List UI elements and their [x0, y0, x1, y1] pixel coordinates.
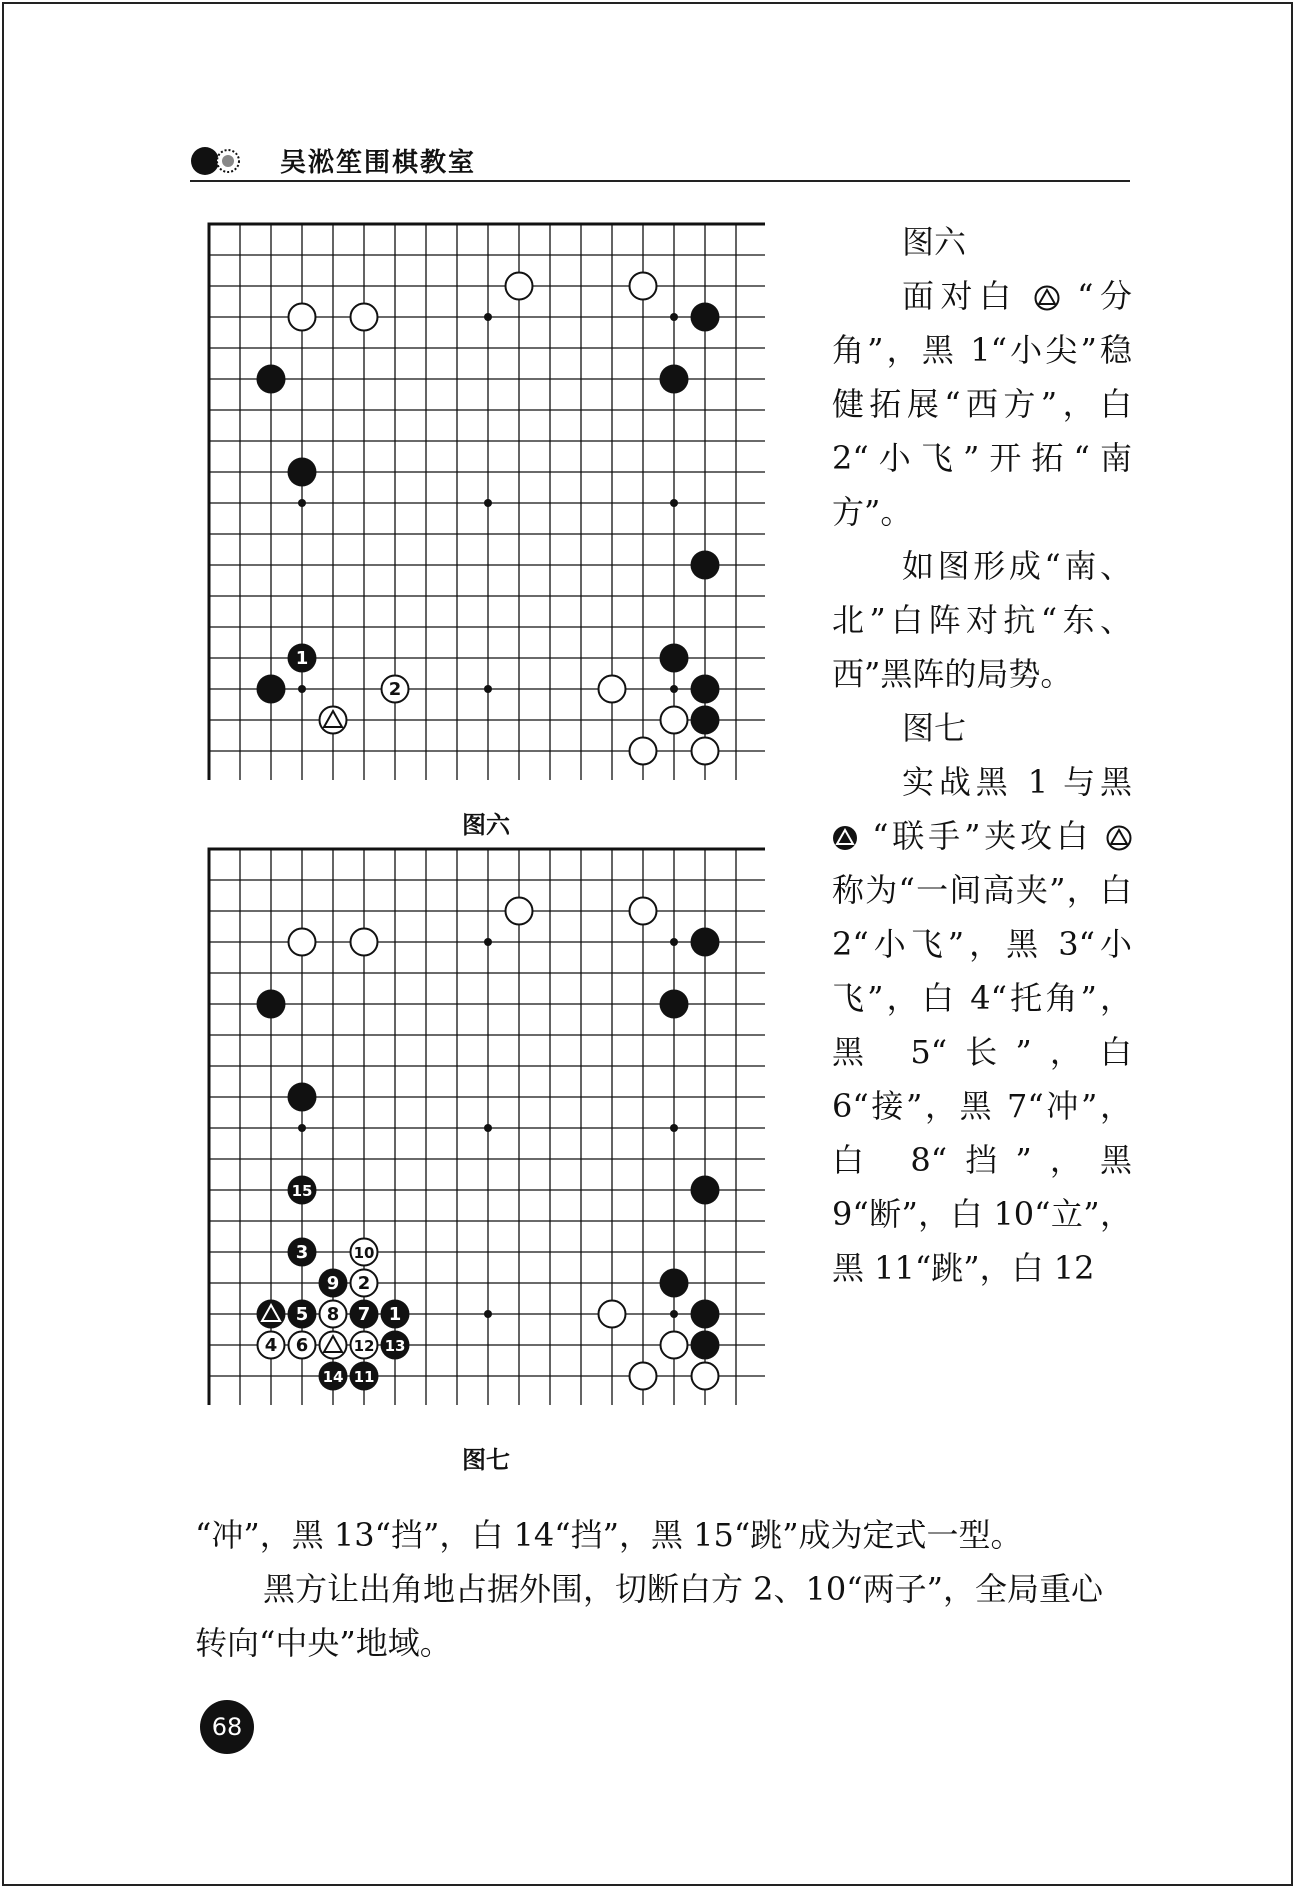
- fig6-white-stone: [351, 304, 378, 331]
- fig6-heading: 图六: [902, 223, 967, 261]
- fig7-black-stone: [288, 1238, 317, 1267]
- fig7-black-stone: [350, 1300, 379, 1329]
- fig7-black-stone: [257, 990, 286, 1019]
- fig7-move-number: 9: [326, 1273, 340, 1294]
- fig7-move-number: 7: [357, 1304, 371, 1325]
- fig7-text-mid: “联手”夹攻白: [872, 817, 1092, 855]
- white-triangle-stone-icon: [1034, 285, 1060, 311]
- fig7-move-number: 14: [322, 1368, 344, 1386]
- fig7-text-start: 实战黑 1 与黑: [902, 763, 1132, 801]
- running-header: [190, 140, 1130, 182]
- fig7-black-stone: [288, 1083, 317, 1112]
- book-title: 吴淞笙围棋教室: [280, 148, 477, 178]
- fig6-star-point: [298, 499, 306, 507]
- fig6-star-point: [484, 499, 492, 507]
- fig7-black-stone: [288, 1176, 317, 1205]
- fig6-white-stone: [320, 707, 347, 734]
- figure7-board: [205, 845, 765, 1405]
- fig7-star-point: [484, 1124, 492, 1132]
- fig7-white-stone: [351, 929, 378, 956]
- fig6-white-stone: [661, 707, 688, 734]
- fig7-white-stone: [351, 1332, 378, 1359]
- bottom-commentary: [195, 1508, 1130, 1670]
- fig7-star-point: [670, 1124, 678, 1132]
- fig7-white-stone: [630, 898, 657, 925]
- fig7-black-stone: [350, 1362, 379, 1391]
- bottom-paragraph-2: 黑方让出角地占据外围，切断白方 2、10“两子”，全局重心转向“中央”地域。: [195, 1570, 1103, 1662]
- fig7-white-stone: [599, 1301, 626, 1328]
- fig7-star-point: [484, 1310, 492, 1318]
- bottom-paragraph-1: “冲”，黑 13“挡”，白 14“挡”，黑 15“跳”成为定式一型。: [195, 1516, 1023, 1554]
- page-number: 68: [200, 1700, 254, 1754]
- fig7-move-number: 1: [388, 1304, 402, 1325]
- fig7-move-number: 6: [295, 1335, 309, 1356]
- fig7-black-stone: [691, 1176, 720, 1205]
- fig6-paragraph: [832, 269, 1132, 539]
- fig6-move-number: 1: [295, 648, 309, 669]
- fig7-black-stone: [257, 1300, 286, 1329]
- fig7-white-stone: [692, 1363, 719, 1390]
- fig7-heading: 图七: [902, 709, 967, 747]
- fig7-move-number: 2: [357, 1273, 371, 1294]
- fig6-star-point: [670, 685, 678, 693]
- fig6-white-stone: [630, 738, 657, 765]
- fig7-move-number: 8: [326, 1304, 340, 1325]
- fig7-move-number: 12: [353, 1337, 375, 1355]
- fig6-black-stone: [288, 644, 317, 673]
- fig6-black-stone: [660, 644, 689, 673]
- fig7-white-stone: [351, 1270, 378, 1297]
- fig6-black-stone: [257, 365, 286, 394]
- fig6-white-stone: [630, 273, 657, 300]
- fig6-white-stone: [506, 273, 533, 300]
- fig6-black-stone: [691, 303, 720, 332]
- fig6-star-point: [484, 685, 492, 693]
- fig7-white-stone: [320, 1332, 347, 1359]
- fig7-move-number: 3: [295, 1242, 309, 1263]
- fig7-white-stone: [630, 1363, 657, 1390]
- fig6-black-stone: [691, 675, 720, 704]
- fig7-white-stone: [506, 898, 533, 925]
- fig7-text-rest: 称为“一间高夹”，白 2“小飞”，黑 3“小飞”，白 4“托角”，黑 5“长”，白 6“接”，黑 7“冲”，白 8“挡”，黑 9“断”，白 10“立”，黑 11“跳”，白 12: [832, 871, 1132, 1287]
- fig7-black-stone: [381, 1331, 410, 1360]
- fig6-white-stone: [599, 676, 626, 703]
- fig7-black-stone: [691, 1300, 720, 1329]
- fig7-black-stone: [288, 1300, 317, 1329]
- fig7-move-number: 4: [264, 1335, 278, 1356]
- fig6-text-rest: “分角”，黑 1“小尖”稳健拓展“西方”，白 2“小飞”开拓“南方”。: [832, 277, 1132, 531]
- fig6-white-stone: [289, 304, 316, 331]
- fig6-white-stone: [692, 738, 719, 765]
- fig7-move-number: 10: [353, 1244, 375, 1262]
- go-stones-logo: [190, 144, 260, 178]
- fig7-move-number: 11: [353, 1368, 375, 1386]
- fig7-white-stone: [258, 1332, 285, 1359]
- fig7-paragraph: [832, 755, 1132, 1295]
- fig7-black-stone: [319, 1269, 348, 1298]
- figure6-caption: 图六: [462, 811, 510, 839]
- fig7-white-stone: [661, 1332, 688, 1359]
- fig6-black-stone: [257, 675, 286, 704]
- fig7-black-stone: [319, 1362, 348, 1391]
- fig7-white-stone: [320, 1301, 347, 1328]
- fig7-white-stone: [351, 1239, 378, 1266]
- side-commentary: [832, 215, 1132, 1295]
- fig7-star-point: [484, 938, 492, 946]
- fig6-text-start: 面对白: [902, 277, 1018, 315]
- white-triangle-stone-icon: [1106, 825, 1132, 851]
- fig6-black-stone: [691, 551, 720, 580]
- black-triangle-stone-icon: [832, 825, 858, 851]
- fig7-move-number: 5: [295, 1304, 309, 1325]
- fig7-black-stone: [691, 928, 720, 957]
- fig6-star-point: [670, 499, 678, 507]
- fig6-white-stone: [382, 676, 409, 703]
- fig6-move-number: 2: [388, 679, 402, 700]
- fig7-black-stone: [660, 990, 689, 1019]
- fig6-black-stone: [288, 458, 317, 487]
- fig7-star-point: [670, 938, 678, 946]
- fig7-black-stone: [381, 1300, 410, 1329]
- fig6-conclusion: 如图形成“南、北”白阵对抗“东、西”黑阵的局势。: [832, 547, 1132, 693]
- fig7-black-stone: [660, 1269, 689, 1298]
- fig6-black-stone: [691, 706, 720, 735]
- fig6-star-point: [298, 685, 306, 693]
- fig7-star-point: [298, 1124, 306, 1132]
- fig7-black-stone: [691, 1331, 720, 1360]
- fig7-star-point: [670, 1310, 678, 1318]
- fig6-star-point: [670, 313, 678, 321]
- figure6-board: [205, 220, 765, 780]
- figure7-caption: 图七: [462, 1446, 510, 1474]
- fig7-move-number: 13: [384, 1337, 406, 1355]
- fig7-white-stone: [289, 929, 316, 956]
- figure6-board-svg: [205, 220, 765, 780]
- fig6-star-point: [484, 313, 492, 321]
- fig6-black-stone: [660, 365, 689, 394]
- fig7-move-number: 15: [291, 1182, 313, 1200]
- figure7-board-svg: [205, 845, 765, 1405]
- fig7-white-stone: [289, 1332, 316, 1359]
